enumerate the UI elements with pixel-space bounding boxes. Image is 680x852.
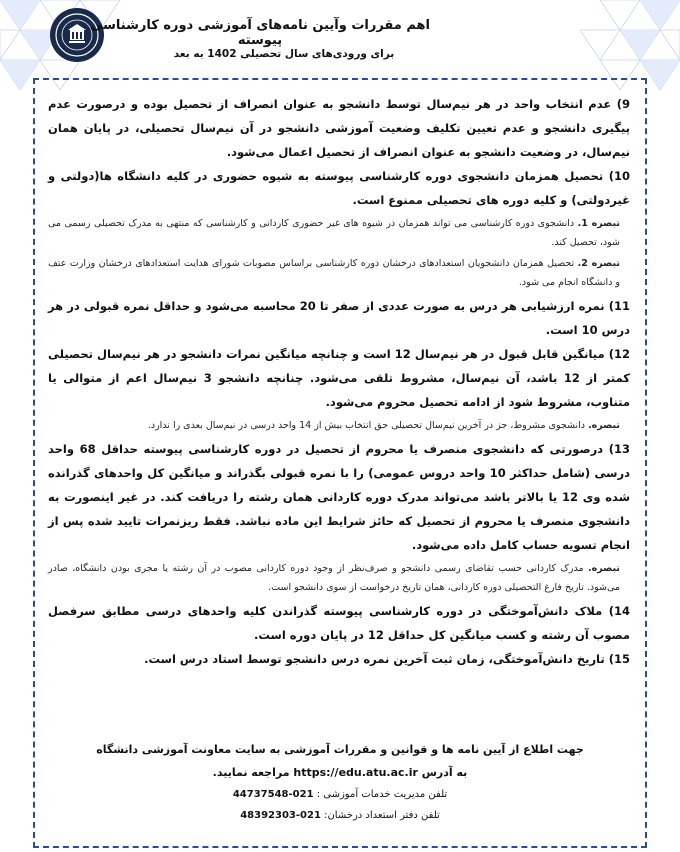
rule-12: 12) میانگین قابل قبول در هر نیم‌سال 12 است و چنانچه میانگین نمرات دانشجو در هر نیم‌سال تحصیلی کمتر از 12 باشد، آن نیم‌سال، مشروط تلقی می‌شود. چنانچه دانشجو 3 نیم‌سال اعم از متوالی یا متناوب، مشروط شود از ادامه تحصیل محروم می‌شود. [48, 347, 630, 409]
rule-15: 15) تاریخ دانش‌آموختگی، زمان ثبت آخرین نمره درس دانشجو توسط استاد درس است. [144, 652, 630, 666]
page-title: اهم مقررات وآیین نامه‌های آموزشی دوره کارشناسی پیوسته [89, 18, 431, 48]
rule-11: 11) نمره ارزشیابی هر درس به صورت عددی از صفر تا 20 محاسبه می‌شود و حداقل نمره قبولی در هر درس 10 است. [48, 299, 630, 337]
footer-website-line[interactable]: به آدرس https://edu.atu.ac.ir مراجعه نمایید. [212, 766, 468, 779]
rule-13: 13) درصورتی که دانشجوی منصرف یا محروم از تحصیل در دوره کارشناسی پیوسته حداقل 68 واحد درسی (شامل حداکثر 10 واحد دروس عمومی) را با نمره قبولی بگذراند و میانگین کل واحدهای گذرانده شده وی 12 یا بالاتر باشد می‌تواند مدرک دوره کاردانی همان رشته را دریافت کند. در غیر اینصورت به دانشجوی منصرف یا محروم از تحصیل که حائز شرایط این ماده نباشد. فقط ریزنمرات تایید شده پس از انجام تسویه حساب کامل داده می‌شود. [48, 442, 631, 552]
rule-13-note: تبصره. مدرک کاردانی حسب تقاضای رسمی دانشجو و صرف‌نظر از وجود دوره کاردانی مصوب در آن رشته یا مجری بودن دانشگاه، صادر می‌شود. تاریخ فارغ التحصیلی دوره کاردانی، همان تاریخ درخواست از سوی دانشجو است. [48, 563, 620, 593]
rule-14: 14) ملاک دانش‌آموختگی در دوره کارشناسی پیوسته گذراندن کلیه واحدهای درسی مطابق سرفصل مصوب آن رشته و کسب میانگین کل حداقل 12 در پایان دوره است. [48, 604, 630, 642]
rule-12-note: تبصره. دانشجوی مشروط، جز در آخرین نیم‌سال تحصیلی حق انتخاب بیش از 14 واحد درسی در نیم‌سال بعدی را ندارد. [147, 420, 620, 431]
footer-phone-talent: تلفن دفتر استعداد درخشان: 021-48392303 [240, 810, 440, 821]
rule-9: 9) عدم انتخاب واحد در هر نیم‌سال توسط دانشجو به عنوان انصراف از تحصیل بوده و درصورت عدم پیگیری دانشجو و عدم تعیین تکلیف وضعیت آموزشی دانشجو در آن نیم‌سال تحصیلی، در پایان همان نیم‌سال، در وضعیت دانشجو به عنوان انصراف از تحصیل اعمال می‌شود. [48, 97, 630, 159]
footer-info [0, 738, 680, 826]
page-subtitle: برای ورودی‌های سال تحصیلی 1402 به بعد [173, 48, 395, 60]
footer-notice: جهت اطلاع از آیین نامه ها و قوانین و مقررات آموزشی به سایت معاونت آموزشی دانشگاه [96, 743, 584, 756]
rule-10-note-1: تبصره 1. دانشجوی دوره کارشناسی می تواند همزمان در شیوه های غیر حضوری کاردانی و کارشناسی که منتهی به مدرک تحصیلی رسمی می شود، تحصیل کند. [48, 218, 620, 248]
rule-10-note-2: تبصره 2. تحصیل همزمان دانشجویان استعدادهای درخشان دوره کارشناسی براساس مصوبات شورای هدایت استعدادهای درخشان وزارت عتف و دانشگاه انجام می شود. [48, 258, 620, 288]
footer-phone-education: تلفن مدیریت خدمات آموزشی : 021-44737548 [232, 789, 448, 800]
rule-10: 10) تحصیل همزمان دانشجوی دوره کارشناسی پیوسته به شیوه حضوری در کلیه دانشگاه ها(دولتی و غیردولتی) و کلیه دوره های تحصیلی ممنوع است. [48, 169, 630, 207]
page-header [0, 0, 680, 78]
rules-content [48, 92, 630, 671]
